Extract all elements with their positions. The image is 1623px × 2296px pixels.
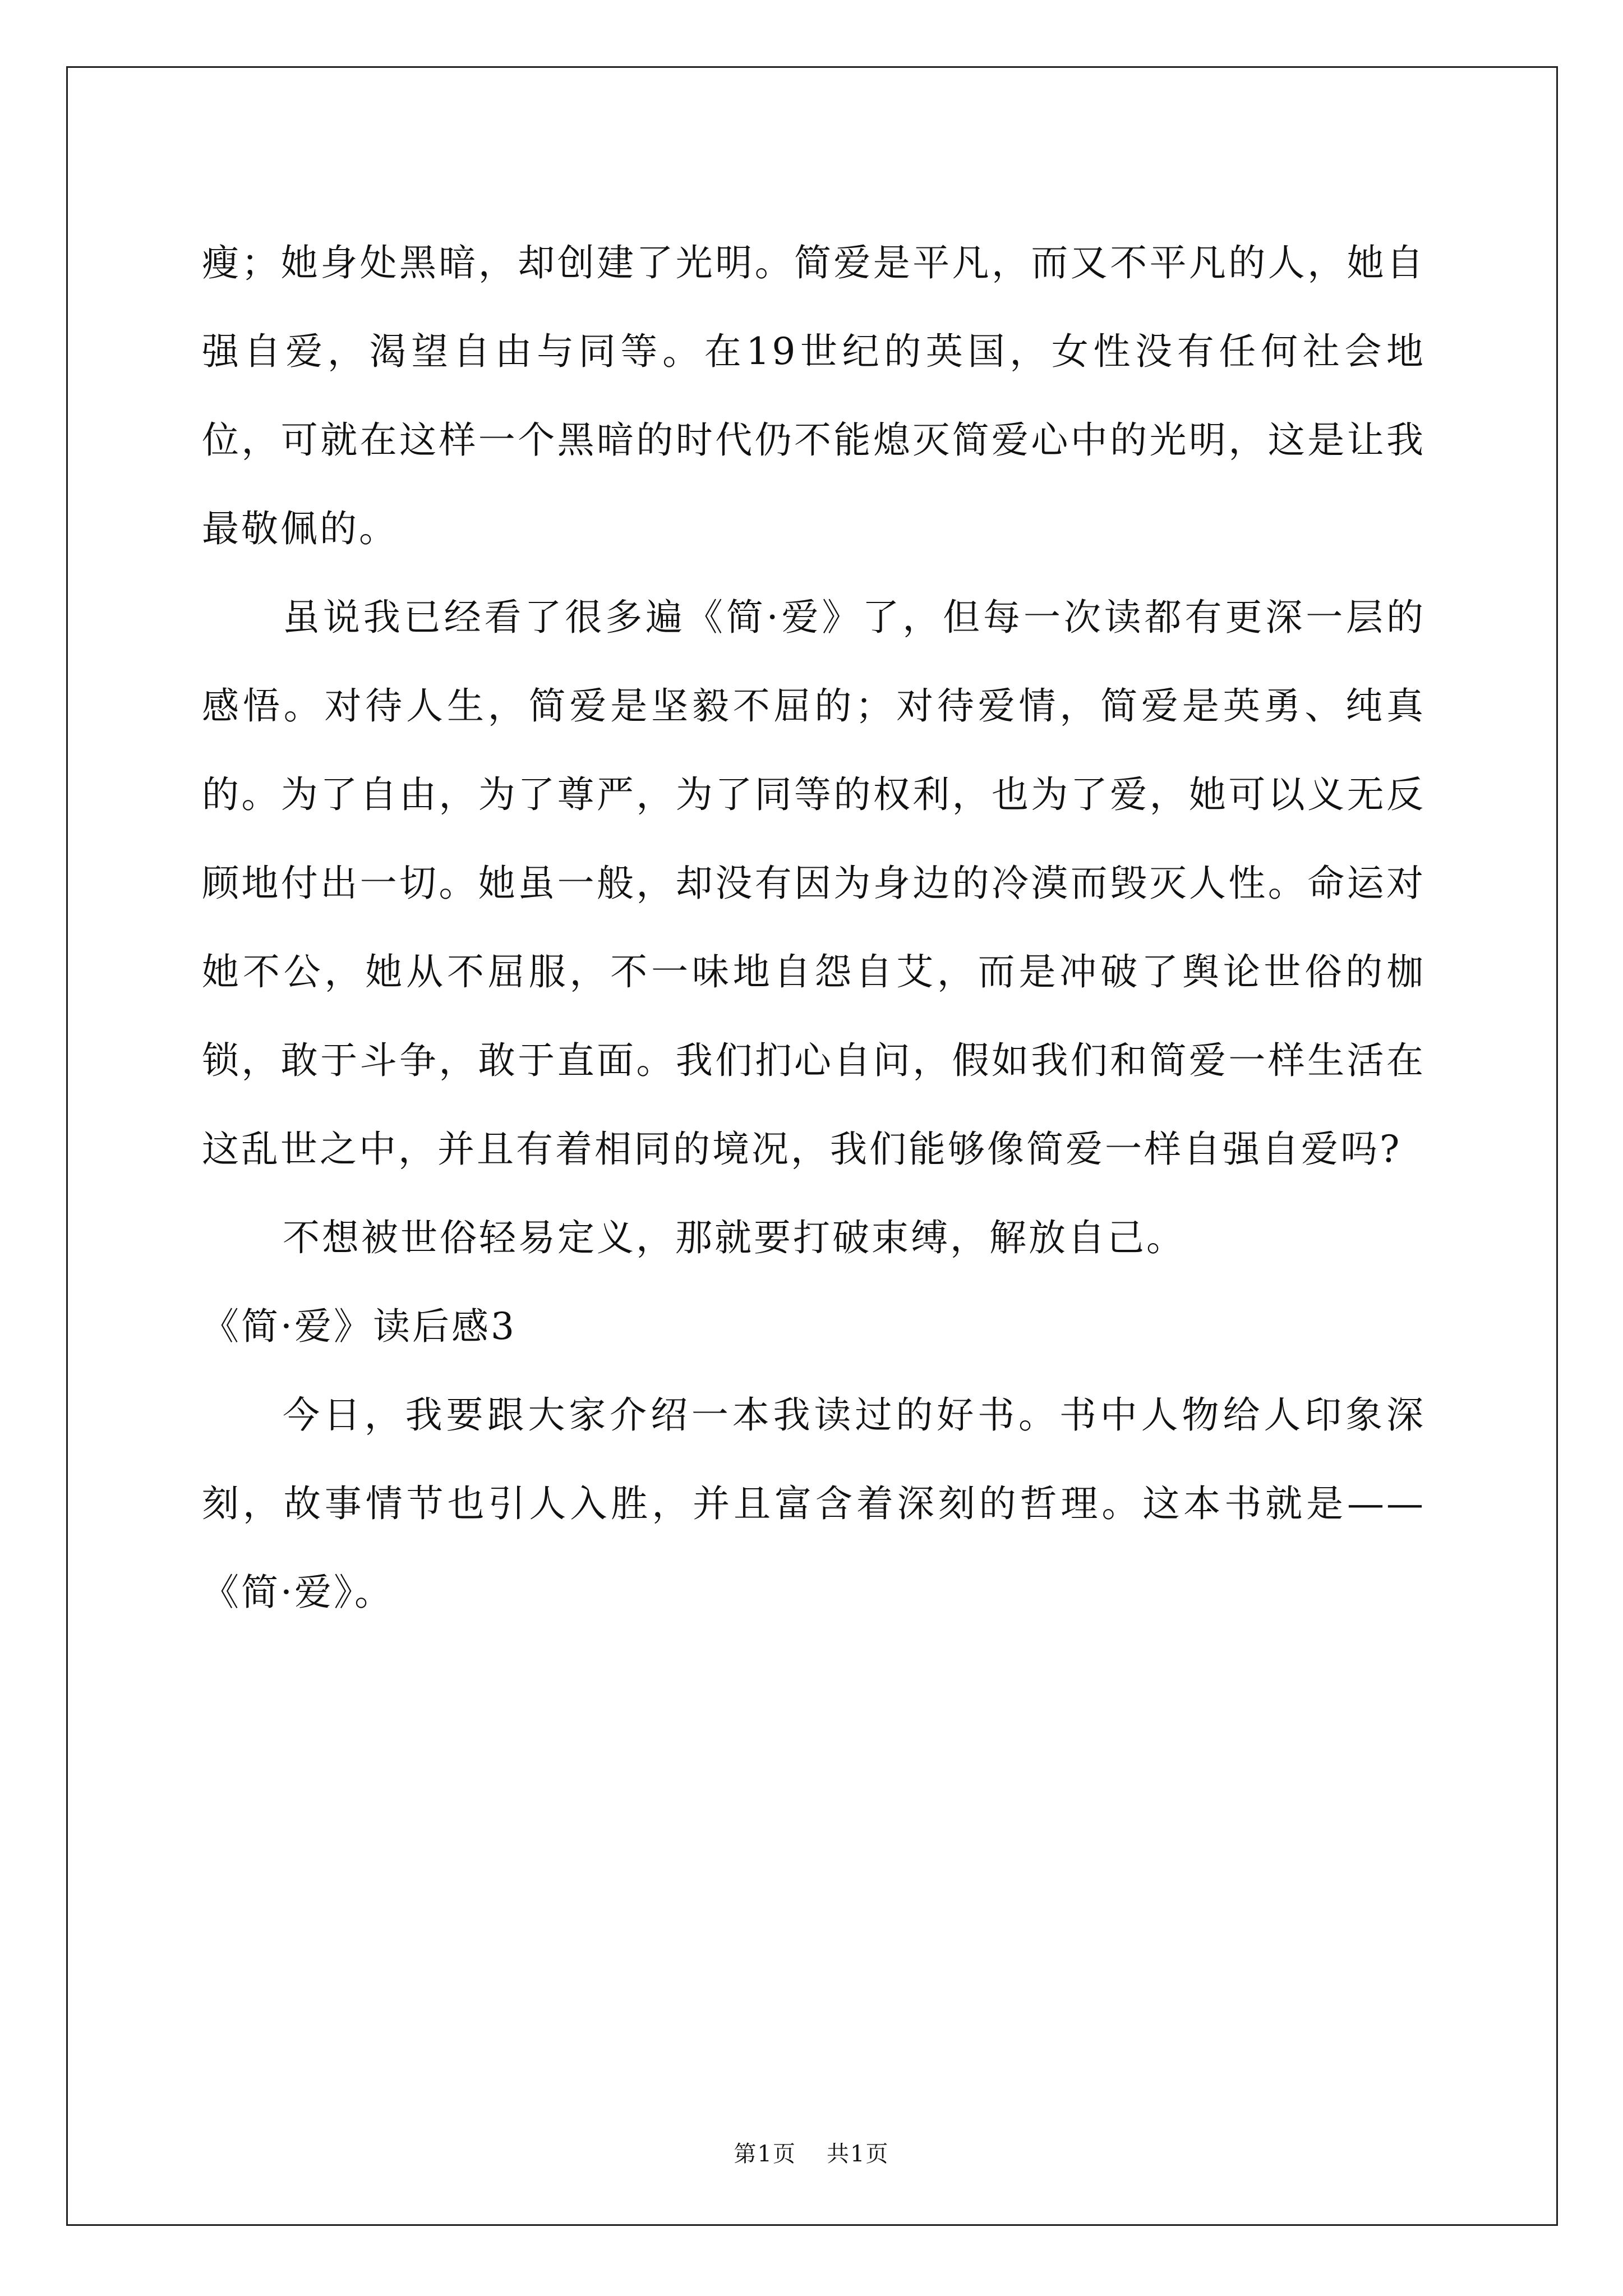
paragraph-4: 今日，我要跟大家介绍一本我读过的好书。书中人物给人印象深刻，故事情节也引人入胜，并且富含着深刻的哲理。这本书就是——《简·爱》。 [202, 1393, 1426, 1614]
document-body [202, 219, 1426, 1637]
page-footer [0, 2136, 1623, 2168]
section-heading: 《简·爱》读后感3 [202, 1305, 517, 1348]
paragraph-3: 不想被世俗轻易定义，那就要打破束缚，解放自己。 [283, 1216, 1186, 1259]
page-total: 共1页 [827, 2141, 889, 2167]
paragraph-2: 虽说我已经看了很多遍《简·爱》了，但每一次读都有更深一层的感悟。对待人生，简爱是坚毅不屈的；对待爱情，简爱是英勇、纯真的。为了自由，为了尊严，为了同等的权利，也为了爱，她可以义无反顾地付出一切。她虽一般，却没有因为身边的冷漠而毁灭人性。命运对她不公，她从不屈服，不一味地自怨自艾，而是冲破了舆论世俗的枷锁，敢于斗争，敢于直面。我们扪心自问，假如我们和简爱一样生活在这乱世之中，并且有着相同的境况，我们能够像简爱一样自强自爱吗? [202, 596, 1426, 1171]
paragraph-1: 瘦；她身处黑暗，却创建了光明。简爱是平凡，而又不平凡的人，她自强自爱，渴望自由与同等。在19世纪的英国，女性没有任何社会地位，可就在这样一个黑暗的时代仍不能熄灭简爱心中的光明，这是让我最敬佩的。 [202, 241, 1426, 550]
page-number: 第1页 [734, 2141, 796, 2167]
